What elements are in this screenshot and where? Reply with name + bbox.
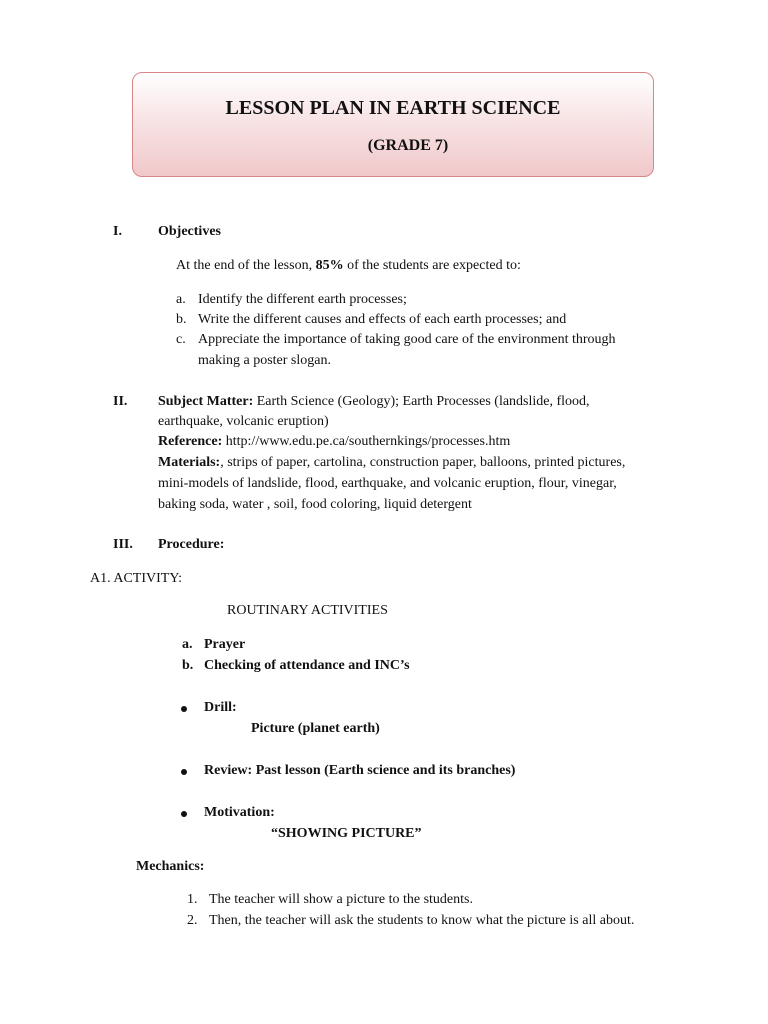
section-number-procedure: III. [113,537,133,552]
materials-value: , strips of paper, cartolina, construction paper, balloons, printed pictures, [220,455,626,470]
mechanics-heading: Mechanics: [136,859,205,874]
objectives-intro [176,258,521,274]
objective-text: Identify the different earth processes; [198,292,407,307]
subject-matter-value: Earth Science (Geology); Earth Processes (landslide, flood, [253,394,590,409]
reference-value: http://www.edu.pe.ca/southernkings/processes.htm [222,434,511,449]
procedure-heading: Procedure: [158,537,225,552]
materials-line [158,455,625,471]
motivation-value: “SHOWING PICTURE” [271,826,422,841]
bullet-icon [181,811,187,817]
page-title: LESSON PLAN IN EARTH SCIENCE [225,97,561,119]
section-number-objectives: I. [113,224,122,239]
mechanics-marker: 2. [187,913,198,928]
objective-marker: b. [176,312,187,327]
routinary-item: Checking of attendance and INC’s [204,658,410,673]
routinary-marker: b. [182,658,194,673]
mechanics-marker: 1. [187,892,198,907]
subject-matter-line-continued: earthquake, volcanic eruption) [158,414,329,429]
objectives-heading: Objectives [158,224,221,239]
page-subtitle: (GRADE 7) [367,137,449,154]
subject-matter-line [158,394,590,410]
section-number-subject-matter: II. [113,394,128,409]
review-label: Review: Past lesson (Earth science and its branches) [204,763,516,778]
reference-line [158,434,510,450]
reference-label: Reference: [158,434,223,449]
intro-text-end: of the students are expected to: [343,258,521,273]
title-box [132,72,654,177]
objective-text: Appreciate the importance of taking good care of the environment through [198,332,616,347]
objective-text-continued: making a poster slogan. [198,353,331,368]
mechanics-item: Then, the teacher will ask the students to know what the picture is all about. [209,913,635,928]
objective-text: Write the different causes and effects of each earth processes; and [198,312,567,327]
objective-marker: a. [176,292,186,307]
materials-line-continued: baking soda, water , soil, food coloring, liquid detergent [158,497,472,512]
mechanics-item: The teacher will show a picture to the students. [209,892,473,907]
bullet-icon [181,706,187,712]
activity-heading: A1. ACTIVITY: [90,571,183,586]
drill-label: Drill: [204,700,237,715]
drill-value: Picture (planet earth) [251,721,380,736]
motivation-label: Motivation: [204,805,275,820]
routinary-item: Prayer [204,637,246,652]
intro-text-start: At the end of the lesson, [176,258,316,273]
routinary-title: ROUTINARY ACTIVITIES [227,603,388,618]
bullet-icon [181,769,187,775]
objective-marker: c. [176,332,186,347]
materials-label: Materials: [158,455,221,470]
routinary-marker: a. [182,637,193,652]
subject-matter-label: Subject Matter: [158,394,254,409]
materials-line-continued: mini-models of landslide, flood, earthquake, and volcanic eruption, flour, vinegar, [158,476,617,491]
intro-percentage: 85% [315,258,344,273]
